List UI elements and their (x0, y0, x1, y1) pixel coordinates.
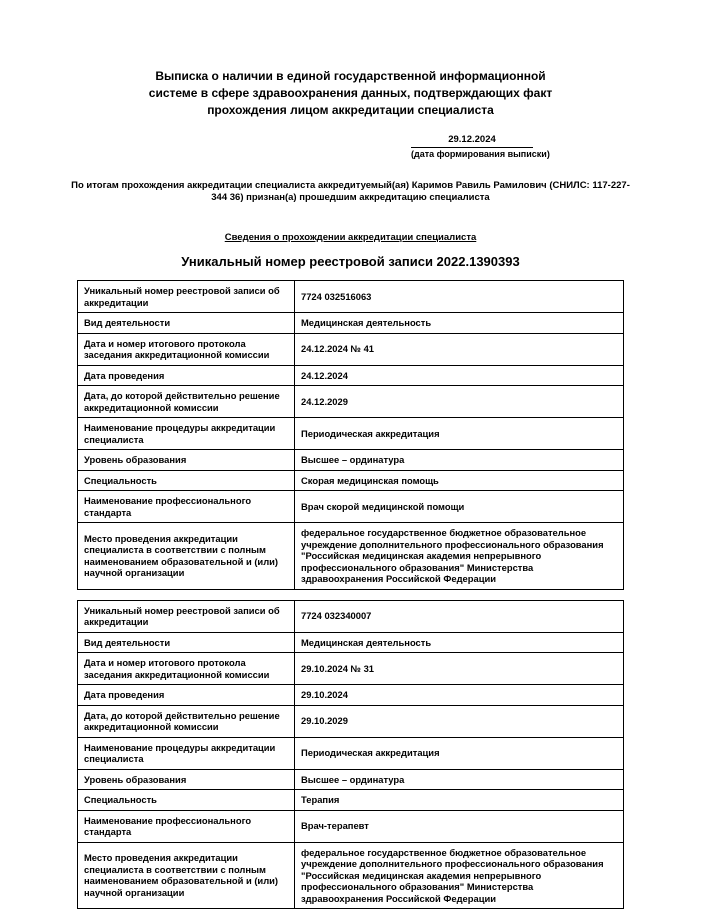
row-label: Дата, до которой действительно решение аккредитационной комиссии (78, 386, 295, 418)
row-value: Высшее – ординатура (295, 769, 624, 790)
row-value: федеральное государственное бюджетное образовательное учреждение дополнительного профессионального образования "Российская медицинская академия непрерывного профессионального образования" Министерства здравоохранения Российской Федерации (295, 523, 624, 590)
row-label: Дата и номер итогового протокола заседания аккредитационной комиссии (78, 653, 295, 685)
table-row (78, 386, 624, 418)
row-value: 29.10.2024 № 31 (295, 653, 624, 685)
section-heading: Сведения о прохождении аккредитации специалиста (0, 232, 701, 243)
row-label: Место проведения аккредитации специалиста в соответствии с полным наименованием образовательной и (или) научной организации (78, 523, 295, 590)
row-value: Периодическая аккредитация (295, 418, 624, 450)
row-value: 24.12.2029 (295, 386, 624, 418)
row-label: Уровень образования (78, 450, 295, 471)
table-row (78, 705, 624, 737)
table-row (78, 810, 624, 842)
record-number-heading: Уникальный номер реестровой записи 2022.1390393 (0, 254, 701, 269)
row-value: Медицинская деятельность (295, 632, 624, 653)
document-title-line-2: системе в сфере здравоохранения данных, подтверждающих факт (91, 85, 611, 102)
table-row (78, 491, 624, 523)
row-label: Вид деятельности (78, 313, 295, 334)
table-row (78, 632, 624, 653)
row-label: Дата и номер итогового протокола заседания аккредитационной комиссии (78, 333, 295, 365)
row-label: Наименование процедуры аккредитации специалиста (78, 418, 295, 450)
table-row (78, 418, 624, 450)
document-title-line-3: прохождения лицом аккредитации специалиста (91, 102, 611, 119)
table-row (78, 600, 624, 632)
document-title (91, 68, 611, 119)
row-label: Специальность (78, 470, 295, 491)
row-value: 29.10.2024 (295, 685, 624, 706)
row-value: Периодическая аккредитация (295, 737, 624, 769)
row-value: 29.10.2029 (295, 705, 624, 737)
row-value: 7724 032340007 (295, 600, 624, 632)
row-label: Уникальный номер реестровой записи об аккредитации (78, 281, 295, 313)
table-row (78, 450, 624, 471)
row-label: Дата, до которой действительно решение аккредитационной комиссии (78, 705, 295, 737)
table-row (78, 523, 624, 590)
extract-date-block (411, 134, 533, 160)
row-label: Наименование профессионального стандарта (78, 810, 295, 842)
table-row (78, 769, 624, 790)
table-row (78, 470, 624, 491)
table-row (78, 333, 624, 365)
table-row (78, 685, 624, 706)
accreditation-table-1 (77, 280, 624, 590)
row-label: Наименование процедуры аккредитации специалиста (78, 737, 295, 769)
row-label: Специальность (78, 790, 295, 811)
row-label: Наименование профессионального стандарта (78, 491, 295, 523)
row-value: 7724 032516063 (295, 281, 624, 313)
extract-date-value: 29.12.2024 (411, 134, 533, 148)
row-value: Врач-терапевт (295, 810, 624, 842)
document-title-line-1: Выписка о наличии в единой государственной информационной (91, 68, 611, 85)
accreditation-table-2 (77, 600, 624, 909)
row-value: Терапия (295, 790, 624, 811)
row-label: Место проведения аккредитации специалиста в соответствии с полным наименованием образовательной и (или) научной организации (78, 842, 295, 909)
row-value: Медицинская деятельность (295, 313, 624, 334)
row-label: Дата проведения (78, 365, 295, 386)
table-row (78, 365, 624, 386)
table-row (78, 737, 624, 769)
table-row (78, 281, 624, 313)
intro-paragraph: По итогам прохождения аккредитации специалиста аккредитуемый(ая) Каримов Равиль Рамилович (СНИЛС: 117-227-344 36) признан(а) прошедшим аккредитацию специалиста (68, 180, 634, 204)
row-value: Высшее – ординатура (295, 450, 624, 471)
row-value: 24.12.2024 (295, 365, 624, 386)
row-label: Уровень образования (78, 769, 295, 790)
row-value: Скорая медицинская помощь (295, 470, 624, 491)
table-row (78, 790, 624, 811)
table-row (78, 313, 624, 334)
row-label: Дата проведения (78, 685, 295, 706)
table-row (78, 842, 624, 909)
row-value: 24.12.2024 № 41 (295, 333, 624, 365)
row-value: Врач скорой медицинской помощи (295, 491, 624, 523)
row-value: федеральное государственное бюджетное образовательное учреждение дополнительного профессионального образования "Российская медицинская академия непрерывного профессионального образования" Министерства здравоохранения Российской Федерации (295, 842, 624, 909)
row-label: Вид деятельности (78, 632, 295, 653)
table-row (78, 653, 624, 685)
extract-date-caption: (дата формирования выписки) (411, 149, 533, 160)
row-label: Уникальный номер реестровой записи об аккредитации (78, 600, 295, 632)
